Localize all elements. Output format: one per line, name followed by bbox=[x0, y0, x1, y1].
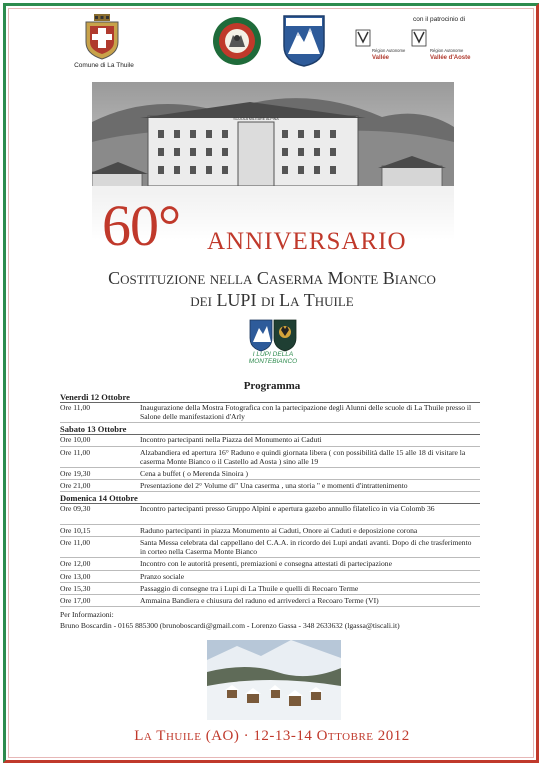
lupi-badge-icon bbox=[212, 16, 262, 66]
schedule-time: Ore 09,30 bbox=[60, 504, 91, 514]
row-divider bbox=[60, 422, 480, 423]
anniversary-number: 60° bbox=[102, 193, 181, 258]
svg-text:Vallée d'Aoste: Vallée d'Aoste bbox=[430, 55, 471, 61]
row-divider bbox=[60, 594, 480, 595]
schedule-description: Incontro partecipanti presso Gruppo Alpini e apertura gazebo annullo filatelico in via Colomb 36 bbox=[140, 504, 435, 514]
row-divider bbox=[60, 524, 480, 525]
schedule-description: Passaggio di consegne tra i Lupi di La Thuile e quelli di Recoaro Terme bbox=[140, 583, 359, 593]
patronage-caption: con il patrocinio di bbox=[412, 16, 466, 23]
schedule-description: Incontro partecipanti nella Piazza del Monumento ai Caduti bbox=[140, 435, 322, 445]
row-divider bbox=[60, 557, 480, 558]
row-divider bbox=[60, 536, 480, 537]
day-heading: Venerdi 12 Ottobre bbox=[60, 392, 130, 402]
schedule-description: Raduno partecipanti in piazza Monumento ai Caduti, Onore ai Caduti e deposizione corona bbox=[140, 525, 418, 535]
schedule-time: Ore 10,00 bbox=[60, 435, 91, 445]
schedule-description: Inaugurazione della Mostra Fotografica con la partecipazione degli Alunni delle scuole di La Thuile presso il Salone delle manifestazioni d'Arly bbox=[140, 403, 472, 422]
comune-caption: Comune di La Thuile bbox=[74, 62, 134, 69]
schedule-time: Ore 10,15 bbox=[60, 525, 91, 535]
row-divider bbox=[60, 446, 480, 447]
schedule-time: Ore 12,00 bbox=[60, 559, 91, 569]
schedule-time: Ore 15,30 bbox=[60, 583, 91, 593]
schedule-time: Ore 11,00 bbox=[60, 403, 91, 412]
schedule-description: Cena a buffet ( o Merenda Sinoira ) bbox=[140, 469, 249, 478]
schedule-description: Presentazione del 2° Volume di" Una caserma , una storia " e momenti d'intrattenimento bbox=[140, 481, 408, 491]
title-line-2: dei LUPI di La Thuile bbox=[190, 290, 354, 310]
region-logo-2 bbox=[408, 28, 488, 62]
comune-crest-icon bbox=[82, 14, 122, 60]
svg-text:Vallée: Vallée bbox=[372, 55, 390, 61]
info-contacts: Bruno Boscardin - 0165 885300 (brunoboscardi@gmail.com - Lorenzo Gassa - 348 2633632 (lgassa@tiscali.it) bbox=[60, 621, 400, 630]
day-heading: Sabato 13 Ottobre bbox=[60, 424, 127, 435]
schedule-time: Ore 19,30 bbox=[60, 469, 91, 478]
schedule-description: Incontro con le autorità presenti, premiazioni e consegna attestati di partecipazione bbox=[140, 559, 392, 569]
programma-heading: Programma bbox=[243, 380, 301, 392]
row-divider bbox=[60, 570, 480, 571]
schedule-time: Ore 21,00 bbox=[60, 481, 91, 491]
schedule-time: Ore 13,00 bbox=[60, 571, 91, 581]
row-divider bbox=[60, 491, 480, 492]
village-photo bbox=[207, 640, 341, 720]
info-label: Per Informazioni: bbox=[60, 610, 114, 619]
schedule-time: Ore 17,00 bbox=[60, 596, 91, 605]
svg-text:Région Autonome: Région Autonome bbox=[372, 48, 406, 53]
schedule-description: Alzabandiera ed apertura 16° Raduno e quindi giornata libera ( con possibilità dalle 15 alle 18 di visitare la caserma Monte Bianco o il Castello ad Aosta ) sino alle 19 bbox=[140, 447, 466, 466]
schedule-time: Ore 11,00 bbox=[60, 447, 91, 457]
row-divider bbox=[60, 467, 480, 468]
row-divider bbox=[60, 479, 480, 480]
row-divider bbox=[60, 606, 480, 607]
alpine-school-badge-icon bbox=[282, 14, 326, 68]
day-heading: Domenica 14 Ottobre bbox=[60, 493, 138, 504]
footer-location-dates: La Thuile (AO) · 12-13-14 Ottobre 2012 bbox=[134, 728, 410, 744]
region-logo-1 bbox=[352, 28, 408, 62]
schedule-description: Santa Messa celebrata dal cappellano del C.A.A. in ricordo dei Lupi andati avanti. Dopo di che trasferimento in corteo nella Caserma Monte Bianco bbox=[140, 538, 472, 557]
schedule-description: Ammaina Bandiera e chiusura del raduno ed arrivederci a Recoaro Terme (VI) bbox=[140, 596, 379, 605]
svg-text:Région Autonome: Région Autonome bbox=[430, 48, 464, 53]
lupi-label: I LUPI DELLA MONTEBIANCO bbox=[248, 351, 298, 365]
lupi-montebianco-logo-icon bbox=[248, 318, 298, 352]
schedule-time: Ore 11,00 bbox=[60, 538, 91, 547]
schedule-description: Pranzo sociale bbox=[140, 571, 185, 581]
anniversary-word: ANNIVERSARIO bbox=[207, 228, 407, 255]
row-divider bbox=[60, 582, 480, 583]
title-line-1: Costituzione nella Caserma Monte Bianco bbox=[108, 268, 436, 288]
